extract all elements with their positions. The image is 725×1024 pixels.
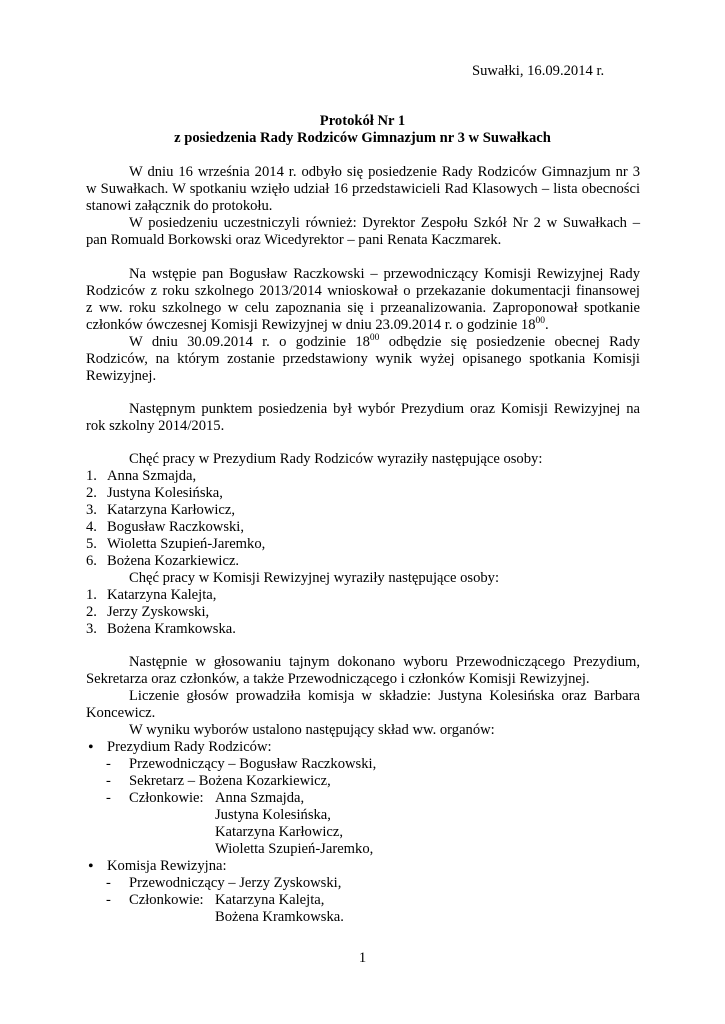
audit-line: Na wstępie pan Bogusław Raczkowski – przewodniczący Komisji Rewizyjnej Rady [129,266,640,282]
intro-line: W posiedzeniu uczestniczyli również: Dyrektor Zespołu Szkół Nr 2 w Suwałkach – [129,215,640,231]
presidium-member: Katarzyna Karłowicz, [215,824,344,840]
audit-line: Rodziców z roku szkolnego 2013/2014 wnioskował o przekazanie dokumentacji finansowej [86,283,640,299]
place-date: Suwałki, 16.09.2014 r. [472,63,605,79]
audit-line: z ww. roku szkolnego w celu zapoznania się i przeanalizowania. Zaproponował spotkanie [86,300,640,316]
intro-line: W dniu 16 września 2014 r. odbyło się posiedzenie Rady Rodziców Gimnazjum nr 3 [129,164,640,180]
audit-line: Rodziców, na którym zostanie przedstawiony wynik wyżej opisanego spotkania Komisji [86,351,640,367]
audit-line: członków ówczesnej Komisji Rewizyjnej w dniu 23.09.2014 r. o godzinie $18^{00}$. [86,316,549,333]
intro-line: pan Romuald Borkowski oraz Wicedyrektor – pani Renata Kaczmarek. [86,232,502,248]
audit-line: Rewizyjnej. [86,368,157,384]
voting-line: W wyniku wyborów ustalono następujący skład ww. organów: [129,722,495,738]
bullet-icon: • [88,858,94,875]
presidium-candidates-intro: Chęć pracy w Prezydium Rady Rodziców wyraziły następujące osoby: [129,451,543,467]
next-line: rok szkolny 2014/2015. [86,418,225,434]
intro-line: w Suwałkach. W spotkaniu wzięło udział 16 przedstawicieli Rad Klasowych – lista obecności [86,181,640,197]
voting-line: Koncewicz. [86,705,156,721]
next-line: Następnym punktem posiedzenia był wybór Prezydium oraz Komisji Rewizyjnej na [129,401,640,417]
presidium-member: Justyna Kolesińska, [215,807,331,823]
document-title: Protokół Nr 1 [319,113,406,129]
presidium-member: Wioletta Szupień-Jaremko, [215,841,374,857]
voting-line: Sekretarza oraz członków, a także Przewodniczącego i członków Komisji Rewizyjnej. [86,671,590,687]
bullet-icon: • [88,739,94,756]
audit-line: W dniu 30.09.2014 r. o godzinie $18^{00}$ odbędzie się posiedzenie obecnej Rady [129,333,640,350]
voting-line: Następnie w głosowaniu tajnym dokonano wyboru Przewodniczącego Prezydium, [129,654,640,670]
commission-member: Bożena Kramkowska. [215,909,344,925]
voting-line: Liczenie głosów prowadziła komisja w składzie: Justyna Kolesińska oraz Barbara [129,688,640,704]
intro-line: stanowi załącznik do protokołu. [86,198,273,214]
document-subtitle: z posiedzenia Rady Rodziców Gimnazjum nr 3 w Suwałkach [174,130,551,146]
page-number: 1 [358,950,367,966]
commission-candidates-intro: Chęć pracy w Komisji Rewizyjnej wyraziły następujące osoby: [129,570,500,586]
